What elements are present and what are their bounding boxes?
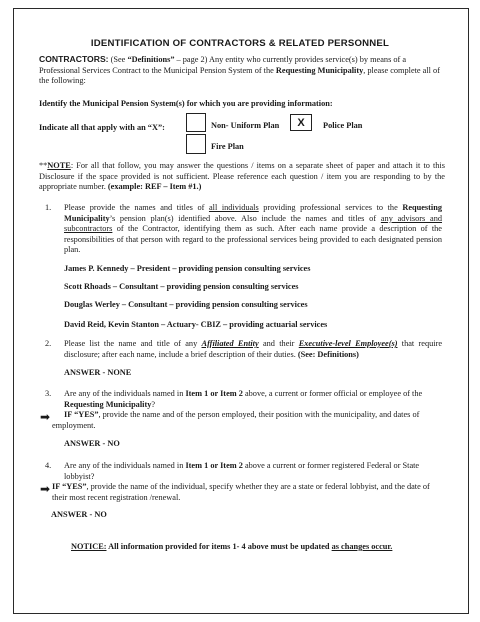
contractors-text-end: , please complete all of the following: <box>39 65 440 86</box>
contractors-label: CONTRACTORS: <box>39 54 109 64</box>
requesting-municipality: Requesting Municipality <box>275 65 364 75</box>
item-4-if-text: , provide the name of the individual, specify whether they are a state or federal lobbyist, and the date of their most recent registration /renewal. <box>52 482 430 502</box>
fire-plan-label: Fire Plan <box>211 142 244 151</box>
item-2-text <box>64 339 442 360</box>
item-2-t1: Please list the name and title of any <box>64 339 202 348</box>
notice-label: NOTICE: <box>71 542 107 551</box>
note-text: : For all that follow, you may answer the questions / items on a separate sheet of paper and attach it to this Disclosure if the space provided is not sufficient. Please reference each question / item you are responding to by the appropriate number. <box>39 161 445 192</box>
item-1-text <box>64 203 442 256</box>
item-3-number: 3. <box>45 389 52 398</box>
police-plan-label: Police Plan <box>323 121 363 130</box>
item-2-affiliated-entity: Affiliated Entity <box>201 339 259 348</box>
item-3-text <box>64 389 444 410</box>
item-3-if-yes <box>52 410 444 431</box>
item-3-answer: ANSWER - NO <box>64 439 120 448</box>
page-title: IDENTIFICATION OF CONTRACTORS & RELATED PERSONNEL <box>90 38 390 49</box>
contractors-paragraph <box>39 54 443 87</box>
item-4-if-label: IF “YES” <box>52 482 87 491</box>
police-plan-checkbox[interactable]: X <box>290 114 312 131</box>
item-3-t2: above, a current or former official or employee of the <box>242 389 423 398</box>
fire-plan-checkbox[interactable] <box>186 134 206 154</box>
item-4-if-yes <box>52 482 444 503</box>
personnel-entry: Scott Rhoads – Consultant – providing pension consulting services <box>64 282 299 291</box>
item-1-t1: Please provide the names and titles of <box>64 203 209 212</box>
item-4-items-ref: Item 1 or Item 2 <box>185 461 243 470</box>
notice-as-changes-occur: as changes occur. <box>331 542 393 551</box>
item-3-t1: Are any of the individuals named in <box>64 389 186 398</box>
item-2-t2: and their <box>258 339 299 348</box>
arrow-right-icon: ➡ <box>40 482 51 496</box>
item-4-t2: above a current or former registered Federal or State lobbyist? <box>64 461 420 481</box>
note-example: (example: REF – Item #1.) <box>107 182 202 192</box>
indicate-label: Indicate all that apply with an “X”: <box>39 123 165 132</box>
item-1-all-individuals: all individuals <box>208 203 259 212</box>
identify-heading: Identify the Municipal Pension System(s) for which you are providing information: <box>39 99 333 108</box>
item-3-items-ref: Item 1 or Item 2 <box>185 389 243 398</box>
item-1-requesting: Requesting Municipality <box>64 203 442 223</box>
personnel-entry: David Reid, Kevin Stanton – Actuary- CBIZ – providing actuarial services <box>64 320 328 329</box>
item-3-if-label: IF “YES” <box>64 410 99 419</box>
item-3-requesting: Requesting Municipality <box>64 399 152 409</box>
item-2-see-definitions: (See: Definitions) <box>297 349 359 359</box>
contractors-text-mid: – page 2) Any entity who currently provides service(s) by means of a Professional Services Contract to the Municipal Pension System of the <box>39 55 407 75</box>
item-3-if-text: , provide the name and of the person employed, their position with the municipality, and dates of employment. <box>52 410 420 430</box>
item-4-t1: Are any of the individuals named in <box>64 461 186 470</box>
item-1-number: 1. <box>45 203 52 212</box>
item-2-executive-employees: Executive-level Employee(s) <box>298 339 398 348</box>
note-label: NOTE <box>47 161 71 170</box>
item-1-advisors: any advisors and subcontractors <box>64 213 442 234</box>
item-1-t4: of the Contractor, identifying them as such. After each name provide a description of the responsibilities of that person with regard to the professional services being provided to each designated pension plan. <box>64 224 442 255</box>
item-4-text <box>64 461 444 482</box>
notice <box>71 542 451 553</box>
personnel-entry: James P. Kennedy – President – providing pension consulting services <box>64 264 311 273</box>
item-4-answer: ANSWER - NO <box>51 510 107 519</box>
personnel-entry: Douglas Werley – Consultant – providing pension consulting services <box>64 300 308 309</box>
item-3-t3: ? <box>151 399 156 409</box>
non-uniform-plan-label: Non- Uniform Plan <box>211 121 280 130</box>
notice-text: All information provided for items 1- 4 above must be updated <box>106 542 332 551</box>
note-prefix: ** <box>39 161 48 170</box>
contractors-text: (See <box>108 55 128 64</box>
item-2-answer: ANSWER - NONE <box>64 368 132 377</box>
note-paragraph <box>39 161 445 193</box>
definitions-ref: “Definitions” <box>127 55 175 64</box>
item-2-number: 2. <box>45 339 52 348</box>
item-4-number: 4. <box>45 461 52 470</box>
arrow-right-icon: ➡ <box>40 410 51 424</box>
item-1-t2: providing professional services to the <box>258 203 403 212</box>
non-uniform-plan-checkbox[interactable] <box>186 113 206 132</box>
item-1-t3: ’s pension plan(s) identified above. Also include the names and titles of <box>109 213 381 223</box>
item-2-t3: that require disclosure; after each name, include a brief description of their duties. <box>64 339 443 359</box>
